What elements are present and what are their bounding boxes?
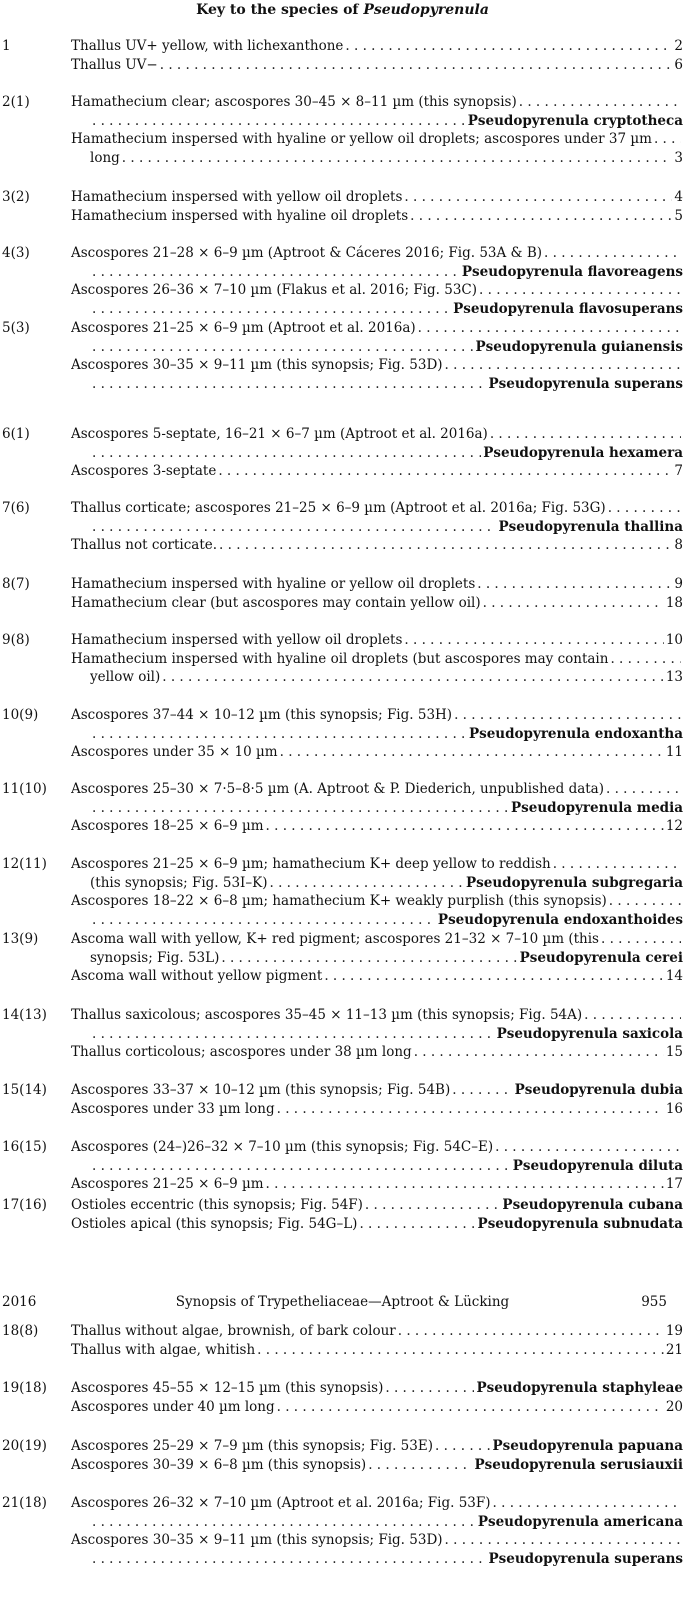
leader-dots [162, 669, 664, 686]
leader-dots [404, 189, 672, 206]
key-line [71, 781, 683, 798]
key-line-text: Ostioles eccentric (this synopsis; Fig. 54F) [71, 1197, 363, 1213]
leader-dots [606, 781, 681, 798]
key-line [71, 537, 683, 554]
title-prefix: Key to the species of [196, 2, 364, 18]
leader-dots [324, 968, 664, 985]
key-line [90, 264, 683, 281]
key-line [90, 150, 683, 167]
key-line-text: Thallus corticolous; ascospores under 38 µm long [71, 1044, 412, 1061]
lead-to-number: 4 [674, 189, 683, 205]
key-line [71, 893, 683, 910]
key-line-text: Thallus without algae, brownish, of bark colour [71, 1323, 396, 1339]
lead-to-number: 5 [674, 207, 683, 224]
key-line [71, 1216, 683, 1233]
lead-to-number: 20 [665, 1398, 683, 1415]
key-line [90, 1514, 683, 1531]
species-name: Pseudopyrenula staphyleae [476, 1380, 683, 1396]
key-line-text: Hamathecium inspersed with hyaline oil droplets (but ascospores may contain [71, 650, 609, 667]
key-line [71, 1323, 683, 1340]
key-line [71, 576, 683, 593]
leader-dots [257, 1342, 664, 1359]
leader-dots [410, 208, 672, 225]
key-line-text: Hamathecium inspersed with hyaline oil droplets [71, 207, 409, 224]
key-line [71, 1007, 683, 1024]
couplet-number: 3(2) [2, 189, 30, 205]
species-name: Pseudopyrenula flavoreagens [461, 263, 683, 280]
leader-dots [544, 245, 681, 262]
title-genus: Pseudopyrenula [363, 2, 489, 18]
couplet-number: 19(18) [2, 1380, 47, 1396]
species-name: Pseudopyrenula serusiauxii [474, 1456, 683, 1473]
key-line [71, 357, 683, 374]
leader-dots [445, 1532, 681, 1549]
leader-dots [92, 376, 486, 393]
couplet-number: 9(8) [2, 632, 30, 648]
leader-dots [385, 1380, 474, 1397]
key-line [71, 94, 683, 111]
couplet-number: 18(8) [2, 1323, 39, 1339]
key-line [71, 856, 683, 873]
key-line [71, 651, 683, 668]
key-line-text: Ascospores 30–39 × 6–8 µm (this synopsis) [71, 1456, 367, 1473]
key-line-text: Hamathecium inspersed with hyaline or yellow oil droplets; ascospores under 37 µm [71, 131, 652, 148]
key-line [71, 500, 683, 517]
key-line [71, 632, 683, 649]
key-line [71, 131, 683, 148]
key-line [71, 1197, 683, 1214]
couplet-number: 13(9) [2, 931, 39, 947]
key-line [71, 1139, 683, 1156]
page-title [0, 2, 685, 18]
leader-dots [479, 282, 681, 299]
species-name: Pseudopyrenula superans [488, 376, 683, 393]
leader-dots [398, 1323, 664, 1340]
key-line [90, 875, 683, 892]
key-line [71, 595, 683, 612]
lead-to-number: 19 [665, 1323, 683, 1339]
leader-dots [280, 744, 664, 761]
lead-to-number: 11 [665, 744, 683, 761]
key-line-text: Thallus with algae, whitish [71, 1341, 256, 1358]
key-line [71, 208, 683, 225]
key-line-text: Ascospores 25–30 × 7·5–8·5 µm (A. Aptroot & P. Diederich, unpublished data) [71, 781, 604, 797]
key-line-text: Ascospores 26–32 × 7–10 µm (Aptroot et al. 2016a; Fig. 53F) [71, 1495, 491, 1511]
leader-dots [219, 537, 672, 554]
key-line-text: Ascospores under 33 µm long [71, 1100, 275, 1117]
key-line-text: Thallus saxicolous; ascospores 35–45 × 11–13 µm (this synopsis; Fig. 54A) [71, 1007, 583, 1023]
key-line-text: Ascospores 25–29 × 7–9 µm (this synopsis; Fig. 53E) [71, 1438, 433, 1454]
species-name: Pseudopyrenula cryptotheca [467, 112, 683, 129]
leader-dots [610, 651, 681, 668]
key-line-text: Thallus UV− [71, 56, 158, 73]
lead-to-number: 18 [665, 594, 683, 611]
key-line-text: Ascospores 33–37 × 10–12 µm (this synopsis; Fig. 54B) [71, 1082, 451, 1098]
key-line [90, 301, 683, 318]
key-line-text: Ascospores 37–44 × 10–12 µm (this synopsis; Fig. 53H) [71, 707, 453, 723]
key-line [71, 463, 683, 480]
key-line-text: Ascoma wall with yellow, K+ red pigment; ascospores 21–32 × 7–10 µm (this [71, 931, 599, 947]
couplet-number: 4(3) [2, 245, 30, 261]
key-line-text: Ascospores (24–)26–32 × 7–10 µm (this synopsis; Fig. 54C–E) [71, 1139, 494, 1155]
key-line [71, 1082, 683, 1099]
key-line [71, 744, 683, 761]
key-line [90, 1026, 683, 1043]
key-line [90, 1158, 683, 1175]
leader-dots [368, 1457, 472, 1474]
leader-dots [92, 1026, 495, 1043]
leader-dots [277, 1399, 664, 1416]
key-line-text: Thallus not corticate. [71, 537, 218, 554]
key-line [71, 1457, 683, 1474]
key-line-text: Hamathecium inspersed with hyaline or yellow oil droplets [71, 576, 476, 592]
leader-dots [92, 1551, 486, 1568]
key-line [90, 339, 683, 356]
key-line [71, 1532, 683, 1549]
leader-dots [122, 150, 673, 167]
running-head-year: 2016 [2, 1294, 37, 1310]
key-line-text: Ascospores 18–22 × 6–8 µm; hamathecium K+ weakly purplish (this synopsis) [71, 893, 607, 910]
key-line-text: Ascospores 30–35 × 9–11 µm (this synopsis; Fig. 53D) [71, 1532, 443, 1549]
leader-dots [92, 113, 466, 130]
key-line-text: Ostioles apical (this synopsis; Fig. 54G–L) [71, 1215, 358, 1232]
lead-to-number: 13 [665, 669, 683, 686]
key-line-text: Hamathecium clear; ascospores 30–45 × 8–11 µm (this synopsis) [71, 94, 517, 110]
species-name: Pseudopyrenula cerei [519, 949, 683, 966]
lead-to-number: 21 [665, 1341, 683, 1358]
key-line-text: Ascoma wall without yellow pigment [71, 968, 323, 985]
leader-dots [92, 519, 496, 536]
key-line-text: Ascospores 18–25 × 6–9 µm [71, 818, 264, 835]
couplet-number: 12(11) [2, 856, 47, 872]
leader-dots [92, 1158, 511, 1175]
key-line [71, 426, 683, 443]
key-line [71, 931, 683, 948]
couplet-number: 21(18) [2, 1495, 47, 1511]
species-name: Pseudopyrenula subnudata [477, 1215, 683, 1232]
leader-dots [454, 707, 681, 724]
key-line [71, 1176, 683, 1193]
couplet-number: 6(1) [2, 426, 30, 442]
key-line [71, 38, 683, 55]
leader-dots [601, 931, 681, 948]
key-line [71, 189, 683, 206]
key-line-text: Ascospores under 35 × 10 µm [71, 744, 278, 761]
leader-dots [495, 1139, 681, 1156]
species-name: Pseudopyrenula endoxanthoides [437, 912, 683, 929]
key-line [71, 1380, 683, 1397]
couplet-number: 2(1) [2, 94, 30, 110]
lead-to-number: 3 [674, 150, 683, 167]
key-line [71, 282, 683, 299]
key-line-text: Thallus UV+ yellow, with lichexanthone [71, 38, 344, 54]
lead-to-number: 15 [665, 1044, 683, 1061]
key-line [71, 320, 683, 337]
couplet-number: 7(6) [2, 500, 30, 516]
key-line-text: Ascospores under 40 µm long [71, 1398, 275, 1415]
running-head-title: Synopsis of Trypetheliaceae—Aptroot & Lücking [175, 1294, 510, 1310]
lead-to-number: 14 [665, 968, 683, 985]
species-name: Pseudopyrenula hexamera [483, 444, 683, 461]
leader-dots [92, 1514, 476, 1531]
leader-dots [266, 818, 664, 835]
leader-dots [221, 950, 517, 967]
species-name: Pseudopyrenula endoxantha [468, 725, 683, 742]
leader-dots [160, 57, 673, 74]
lead-to-number: 16 [665, 1100, 683, 1117]
leader-dots [92, 800, 509, 817]
couplet-number: 10(9) [2, 707, 39, 723]
leader-dots [435, 1438, 490, 1455]
key-line [90, 445, 683, 462]
couplet-number: 15(14) [2, 1082, 47, 1098]
couplet-number: 20(19) [2, 1438, 47, 1454]
leader-dots [404, 632, 663, 649]
leader-dots [654, 131, 681, 148]
key-line-text: Ascospores 26–36 × 7–10 µm (Flakus et al. 2016; Fig. 53C) [71, 282, 478, 299]
leader-dots [92, 445, 481, 462]
key-line [90, 376, 683, 393]
key-line [71, 1342, 683, 1359]
species-name: Pseudopyrenula media [511, 799, 683, 816]
key-line [71, 245, 683, 262]
key-line-text: long [90, 150, 120, 167]
key-line-text: Thallus corticate; ascospores 21–25 × 6–9 µm (Aptroot et al. 2016a; Fig. 53G) [71, 500, 606, 516]
leader-dots [359, 1216, 475, 1233]
leader-dots [266, 1176, 664, 1193]
key-line [90, 800, 683, 817]
key-line [71, 1044, 683, 1061]
key-line-text: Ascospores 3-septate [71, 463, 217, 480]
key-line-text: Ascospores 45–55 × 12–15 µm (this synopsis) [71, 1380, 384, 1396]
key-line [71, 1495, 683, 1512]
couplet-number: 8(7) [2, 576, 30, 592]
key-line-text: Ascospores 21–25 × 6–9 µm; hamathecium K+ deep yellow to reddish [71, 856, 551, 872]
species-name: Pseudopyrenula dubia [514, 1082, 683, 1098]
key-line [71, 968, 683, 985]
key-line-text: (this synopsis; Fig. 53I–K) [90, 874, 268, 891]
leader-dots [519, 94, 681, 111]
leader-dots [92, 726, 467, 743]
key-line [90, 950, 683, 967]
lead-to-number: 10 [665, 632, 683, 648]
key-line [90, 912, 683, 929]
key-line [90, 113, 683, 130]
leader-dots [452, 1082, 512, 1099]
key-line-text: Hamathecium inspersed with yellow oil droplets [71, 189, 403, 205]
running-head-page: 955 [641, 1294, 667, 1310]
key-line [71, 818, 683, 835]
leader-dots [483, 595, 664, 612]
key-line-text: yellow oil) [90, 669, 161, 686]
couplet-number: 16(15) [2, 1139, 47, 1155]
key-line [71, 1438, 683, 1455]
species-name: Pseudopyrenula thallina [498, 518, 683, 535]
key-line [71, 707, 683, 724]
leader-dots [493, 1495, 681, 1512]
key-line-text: Ascospores 21–28 × 6–9 µm (Aptroot & Cáceres 2016; Fig. 53A & B) [71, 245, 543, 261]
leader-dots [277, 1101, 664, 1118]
species-name: Pseudopyrenula flavosuperans [453, 301, 683, 318]
leader-dots [92, 339, 474, 356]
species-name: Pseudopyrenula diluta [512, 1157, 683, 1174]
leader-dots [445, 357, 681, 374]
couplet-number: 17(16) [2, 1197, 47, 1213]
leader-dots [608, 500, 681, 517]
key-line [71, 57, 683, 74]
leader-dots [92, 301, 451, 318]
key-line [90, 1551, 683, 1568]
leader-dots [365, 1197, 501, 1214]
species-name: Pseudopyrenula superans [488, 1551, 683, 1568]
leader-dots [92, 912, 436, 929]
leader-dots [609, 893, 681, 910]
lead-to-number: 6 [674, 56, 683, 73]
leader-dots [345, 38, 672, 55]
couplet-number: 5(3) [2, 320, 30, 336]
species-name: Pseudopyrenula subgregaria [466, 874, 683, 891]
key-line-text: Ascospores 21–25 × 6–9 µm (Aptroot et al. 2016a) [71, 320, 416, 336]
lead-to-number: 9 [674, 576, 683, 592]
leader-dots [490, 426, 681, 443]
leader-dots [414, 1044, 664, 1061]
couplet-number: 1 [2, 38, 11, 54]
lead-to-number: 17 [665, 1176, 683, 1193]
key-line [71, 1101, 683, 1118]
leader-dots [218, 463, 672, 480]
key-line-text: synopsis; Fig. 53L) [90, 949, 220, 966]
key-line-text: Ascospores 5-septate, 16–21 × 6–7 µm (Aptroot et al. 2016a) [71, 426, 488, 442]
leader-dots [477, 576, 672, 593]
species-name: Pseudopyrenula papuana [492, 1438, 683, 1454]
lead-to-number: 12 [665, 818, 683, 835]
key-line [71, 1399, 683, 1416]
key-line-text: Ascospores 30–35 × 9–11 µm (this synopsis; Fig. 53D) [71, 357, 443, 374]
leader-dots [553, 856, 681, 873]
leader-dots [92, 264, 460, 281]
key-line-text: Ascospores 21–25 × 6–9 µm [71, 1176, 264, 1193]
lead-to-number: 2 [674, 38, 683, 54]
key-line-text: Hamathecium clear (but ascospores may contain yellow oil) [71, 594, 481, 611]
leader-dots [269, 875, 464, 892]
couplet-number: 14(13) [2, 1007, 47, 1023]
key-line [90, 669, 683, 686]
key-line [90, 726, 683, 743]
species-name: Pseudopyrenula saxicola [496, 1025, 683, 1042]
lead-to-number: 7 [674, 463, 683, 480]
species-name: Pseudopyrenula americana [477, 1513, 683, 1530]
leader-dots [584, 1007, 681, 1024]
key-line [90, 519, 683, 536]
lead-to-number: 8 [674, 537, 683, 554]
species-name: Pseudopyrenula guianensis [475, 338, 683, 355]
leader-dots [418, 320, 681, 337]
couplet-number: 11(10) [2, 781, 47, 797]
key-line-text: Hamathecium inspersed with yellow oil droplets [71, 632, 403, 648]
species-name: Pseudopyrenula cubana [502, 1197, 683, 1213]
